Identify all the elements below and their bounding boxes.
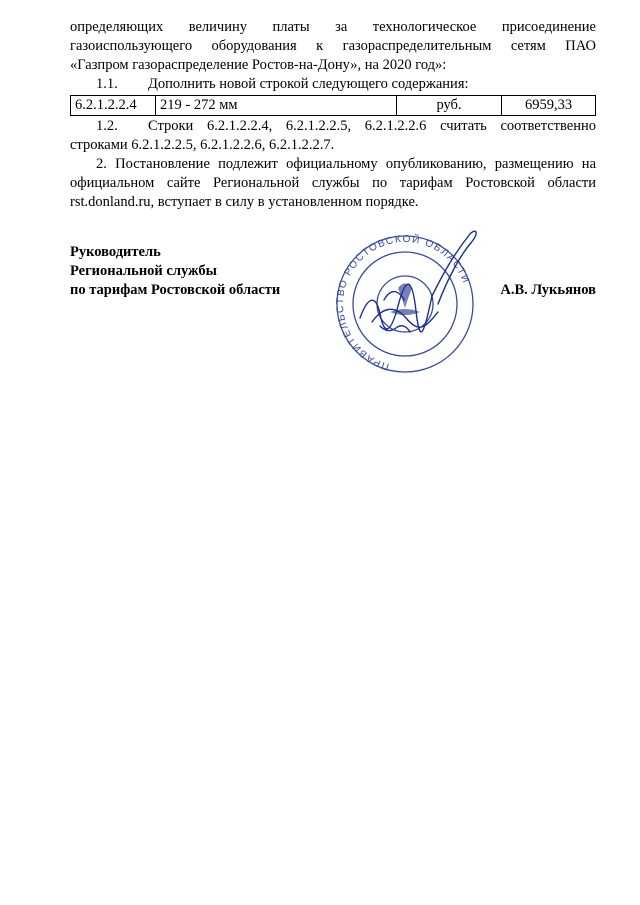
- item-1-1-text: Дополнить новой строкой следующего содержания:: [148, 76, 469, 92]
- item-1-2-line-2: строками 6.2.1.2.2.5, 6.2.1.2.2.6, 6.2.1.2.2.7.: [70, 137, 335, 153]
- item-1-1-number: 1.1.: [96, 76, 118, 92]
- intro-line-1: определяющих величину платы за технологическое присоединение: [70, 19, 596, 35]
- rates-table: [70, 95, 596, 116]
- item-2-line-2: официальном сайте Региональной службы по тарифам Ростовской области: [70, 175, 596, 191]
- cell-code: 6.2.1.2.2.4: [71, 96, 156, 116]
- cell-range: 219 - 272 мм: [156, 96, 397, 116]
- signatory-name: А.В. Лукьянов: [500, 282, 596, 298]
- item-2-line-3: rst.donland.ru, вступает в силу в установленном порядке.: [70, 194, 419, 210]
- item-1-2-line-1: Строки 6.2.1.2.2.4, 6.2.1.2.2.5, 6.2.1.2.2.6 считать соответственно: [148, 118, 596, 134]
- signatory-title-2: Региональной службы: [70, 263, 217, 279]
- signatory-title-3: по тарифам Ростовской области: [70, 282, 281, 298]
- item-1-2-number: 1.2.: [96, 118, 118, 134]
- cell-unit: руб.: [397, 96, 502, 116]
- intro-line-3: «Газпром газораспределение Ростов-на-Дону», на 2020 год»:: [70, 57, 447, 73]
- signatory-title-1: Руководитель: [70, 244, 161, 260]
- item-2-line-1: 2. Постановление подлежит официальному опубликованию, размещению на: [96, 156, 596, 172]
- intro-line-2: газоиспользующего оборудования к газораспределительным сетям ПАО: [70, 38, 596, 54]
- item-1-2: [70, 117, 596, 136]
- table-row: [71, 96, 596, 116]
- signature-block: [70, 243, 596, 300]
- document-body: [70, 18, 596, 212]
- stamp-outer-text: ПРАВИТЕЛЬСТВО РОСТОВСКОЙ ОБЛАСТИ: [334, 233, 472, 372]
- item-1-1: [70, 75, 596, 94]
- cell-value: 6959,33: [502, 96, 596, 116]
